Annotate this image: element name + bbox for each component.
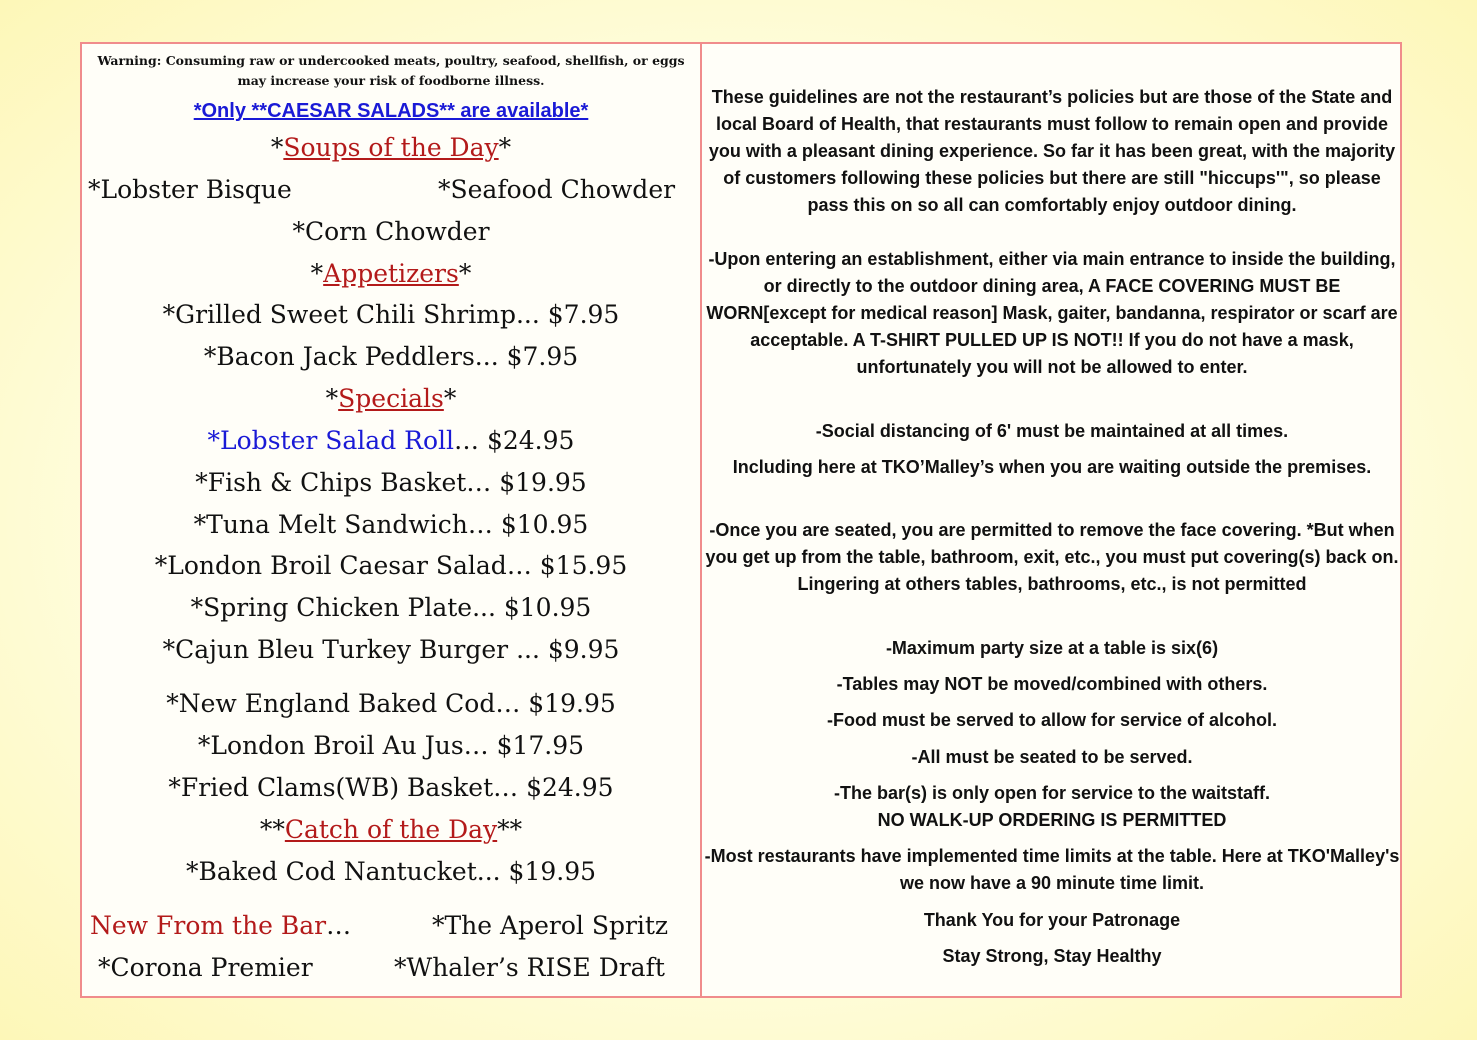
- menu-column: [82, 44, 700, 996]
- foodborne-warning: Warning: Consuming raw or undercooked meats, poultry, seafood, shellfish, or eggs may increase your risk of foodborne illness.: [97, 53, 685, 88]
- waiting-outside-rule: Including here at TKO’Malley’s when you are waiting outside the premises.: [732, 457, 1372, 477]
- seated-served-rule: -All must be seated to be served.: [911, 747, 1193, 767]
- special-item: *London Broil Au Jus… $17.95: [197, 731, 585, 760]
- bar-waitstaff-rule: -The bar(s) is only open for service to the waitstaff.: [833, 783, 1271, 803]
- soup-item: *Seafood Chowder: [438, 175, 676, 204]
- menu-frame: [80, 42, 1402, 998]
- featured-special-name: Lobster Salad Roll: [220, 426, 455, 455]
- health-guidelines-column: [702, 44, 1402, 996]
- specials-header-title: Specials: [338, 384, 444, 413]
- catch-header-title: Catch of the Day: [284, 815, 498, 844]
- guidelines-intro: These guidelines are not the restaurant’s policies but are those of the State and local Board of Health, that restaurants must follow to remain open and provide you with a pleasant dining experience. So far it has been great, with the majority of customers following these policies but there are still "hiccups'", so please pass this on so all can comfortably enjoy outdoor dining.: [708, 87, 1396, 215]
- soup-item: *Corn Chowder: [292, 217, 490, 246]
- featured-special: *Lobster Salad Roll… $24.95: [207, 426, 575, 455]
- bar-item: *Corona Premier: [98, 953, 313, 982]
- catch-header: **Catch of the Day**: [259, 815, 523, 844]
- social-distancing-rule: -Social distancing of 6' must be maintained at all times.: [815, 421, 1289, 441]
- appetizer-item: *Grilled Sweet Chili Shrimp... $7.95: [162, 300, 620, 329]
- appetizers-header: *Appetizers*: [310, 259, 472, 288]
- caesar-availability-notice: *Only **CAESAR SALADS** are available*: [193, 100, 589, 122]
- special-item: *Tuna Melt Sandwich… $10.95: [193, 510, 589, 539]
- special-item: *Spring Chicken Plate... $10.95: [190, 593, 592, 622]
- bar-item: *The Aperol Spritz: [432, 911, 669, 940]
- soups-header: *Soups of the Day*: [270, 133, 512, 162]
- special-item: *Cajun Bleu Turkey Burger ... $9.95: [162, 635, 620, 664]
- tables-rule: -Tables may NOT be moved/combined with others.: [836, 674, 1268, 694]
- time-limit-rule: -Most restaurants have implemented time limits at the table. Here at TKO'Malley's we now have a 90 minute time limit.: [704, 846, 1400, 893]
- appetizers-header-title: Appetizers: [323, 259, 459, 288]
- special-item: *Fish & Chips Basket… $19.95: [195, 468, 587, 497]
- bar-item: *Whaler’s RISE Draft: [394, 953, 665, 982]
- specials-header: *Specials*: [325, 384, 457, 413]
- stay-strong-line: Stay Strong, Stay Healthy: [942, 946, 1162, 966]
- appetizer-item: *Bacon Jack Peddlers... $7.95: [203, 342, 579, 371]
- catch-item: *Baked Cod Nantucket... $19.95: [185, 857, 597, 886]
- featured-special-price: … $24.95: [454, 426, 575, 455]
- party-size-rule: -Maximum party size at a table is six(6): [885, 638, 1219, 658]
- special-item: *London Broil Caesar Salad… $15.95: [154, 551, 628, 580]
- seated-covering-rule: -Once you are seated, you are permitted to remove the face covering. *But when you get up from the table, bathroom, exit, etc., you must put covering(s) back on. Lingering at others tables, bathrooms, etc., is not permitted: [705, 520, 1399, 594]
- food-alcohol-rule: -Food must be served to allow for service of alcohol.: [826, 710, 1278, 730]
- no-walkup-rule: NO WALK-UP ORDERING IS PERMITTED: [877, 810, 1227, 830]
- bar-section-title: New From the Bar…: [90, 911, 352, 940]
- soup-item: *Lobster Bisque: [88, 175, 292, 204]
- face-covering-rule: -Upon entering an establishment, either via main entrance to inside the building, or directly to the outdoor dining area, A FACE COVERING MUST BE WORN[except for medical reason] Mask, gaiter, bandanna, respirator or scarf are acceptable. A T-SHIRT PULLED UP IS NOT!! If you do not have a mask, unfortunately you will not be allowed to enter.: [706, 249, 1398, 377]
- soups-header-title: Soups of the Day: [283, 133, 499, 162]
- thank-you-line: Thank You for your Patronage: [923, 910, 1181, 930]
- special-item: *Fried Clams(WB) Basket… $24.95: [168, 773, 614, 802]
- special-item: *New England Baked Cod… $19.95: [166, 689, 616, 718]
